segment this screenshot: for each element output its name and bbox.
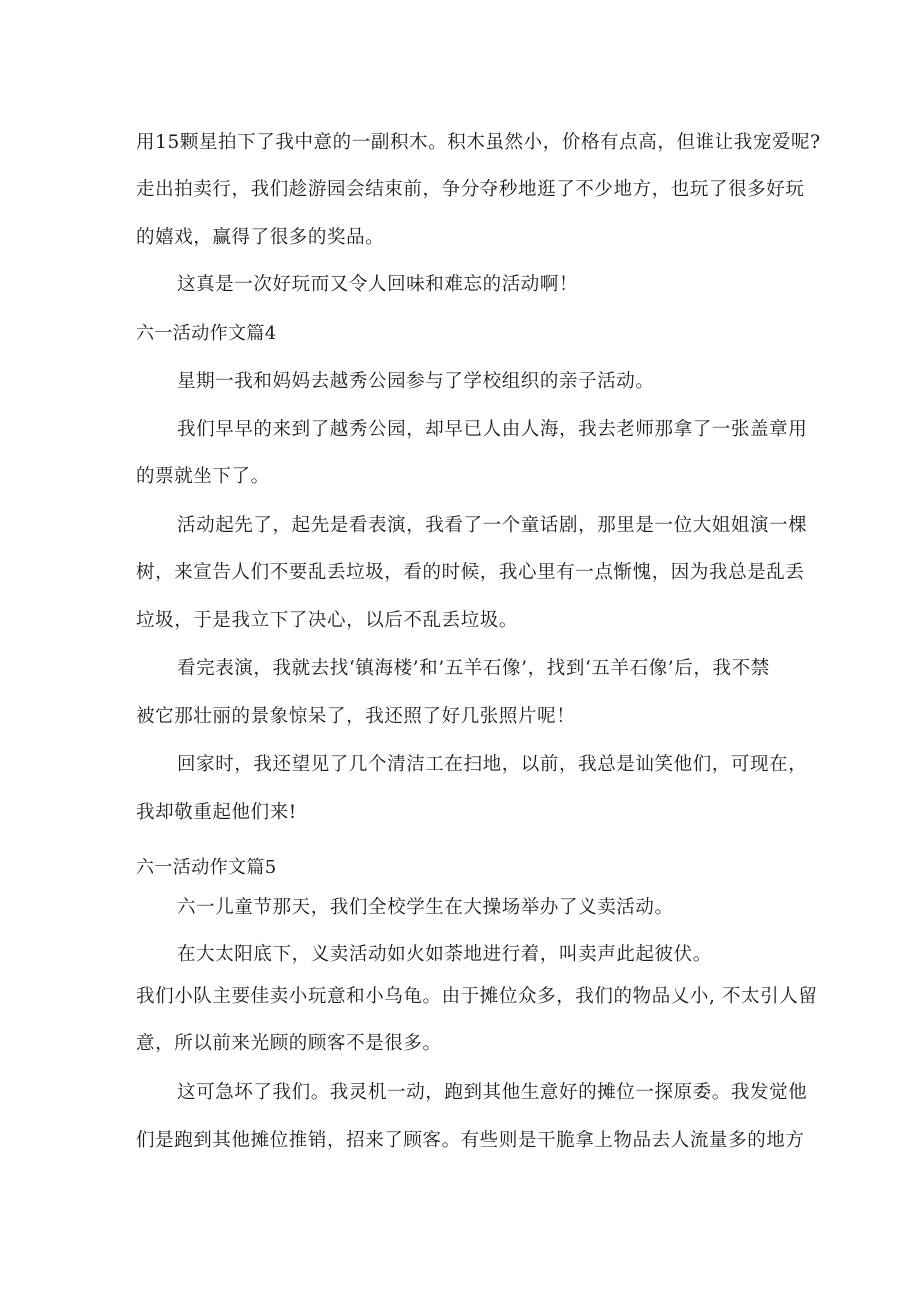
paragraph-line: 垃圾，于是我立下了决心，以后不乱丢垃圾。 xyxy=(136,610,519,631)
paragraph-line: 的嬉戏，赢得了很多的奖品。 xyxy=(136,227,385,248)
paragraph-line: 活动起先了，起先是看表演，我看了一个童话剧，那里是一位大姐姐演一棵 xyxy=(177,515,808,536)
paragraph-line: 星期一我和妈妈去越秀公园参与了学校组织的亲子活动。 xyxy=(177,371,655,392)
paragraph-line: 我却敬重起他们来! xyxy=(136,802,297,823)
paragraph-line: 这可急坏了我们。我灵机一动，跑到其他生意好的摊位一探原委。我发觉他 xyxy=(177,1082,808,1103)
paragraph-line: 这真是一次好玩而又令人回味和难忘的活动啊！ xyxy=(177,274,579,295)
paragraph-line: 用15颗星拍下了我中意的一副积木。积木虽然小，价格有点高，但谁让我宠爱呢? xyxy=(136,132,821,153)
paragraph-line: 我们小队主要佳卖小玩意和小乌龟。由于摊位众多，我们的物品乂小, 不太引人留 xyxy=(136,986,818,1007)
paragraph-line: 六一儿童节那天，我们全校学生在大操场举办了义卖活动。 xyxy=(177,897,674,918)
paragraph-line: 们是跑到其他摊位推销，招来了顾客。有些则是干脆拿上物品去人流量多的地方 xyxy=(136,1130,805,1151)
paragraph-line: 走出拍卖行，我们趁游园会结束前，争分夺秒地逛了不少地方，也玩了很多好玩 xyxy=(136,179,805,200)
paragraph-line: 在大太阳底下，义卖活动如火如荼地进行着，叫卖声此起彼伏。 xyxy=(177,944,712,965)
paragraph-line: 看完表演，我就去找‘镇海楼’和’五羊石像’，找到‘五羊石像’后，我不禁 xyxy=(177,658,770,679)
paragraph-line: 的票就坐下了。 xyxy=(136,466,270,487)
paragraph-line: 被它那壮丽的景象惊呆了，我还照了好几张照片呢！ xyxy=(136,706,576,727)
section-heading-4: 六一活动作文篇4 xyxy=(136,323,277,344)
paragraph-line: 我们早早的来到了越秀公园，却早已人由人海，我去老师那拿了一张盖章用 xyxy=(177,419,808,440)
paragraph-line: 回家时，我还望见了几个清洁工在扫地，以前，我总是讪笑他们，可现在， xyxy=(177,754,808,775)
paragraph-line: 意，所以前来光顾的顾客不是很多。 xyxy=(136,1033,442,1054)
paragraph-line: 树，来宣告人们不要乱丢垃圾，看的时候，我心里有一点惭愧，因为我总是乱丢 xyxy=(136,562,805,583)
section-heading-5: 六一活动作文篇5 xyxy=(136,857,277,878)
